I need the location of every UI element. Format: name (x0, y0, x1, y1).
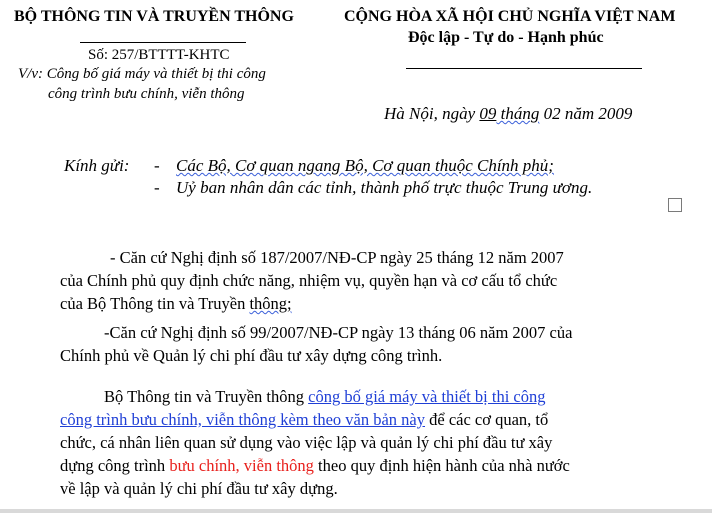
para1-line3 (60, 292, 292, 315)
motto-rule (406, 68, 642, 69)
ministry-name: BỘ THÔNG TIN VÀ TRUYỀN THÔNG (14, 8, 294, 25)
para1-line3-text: của Bộ Thông tin và Truyền (60, 294, 250, 313)
para1-line1: - Căn cứ Nghị định số 187/2007/NĐ-CP ngày 25 tháng 12 năm 2007 (110, 248, 564, 267)
date-rest: 02 năm 2009 (539, 104, 633, 123)
date-prefix: Hà Nội, ngày (384, 104, 480, 123)
para3-line4-rest: theo quy định hiện hành của nhà nước (313, 456, 570, 475)
ministry-rule (80, 42, 246, 43)
recipient-dash-1: - (154, 156, 160, 175)
document-number: Số: 257/BTTTT-KHTC (88, 47, 230, 63)
subject-line-1: V/v: Công bố giá máy và thiết bị thi công (18, 66, 266, 82)
para3-line1 (104, 385, 546, 408)
para1-line3-marked: thông; (249, 294, 292, 313)
para3-line5: về lập và quản lý chi phí đầu tư xây dựng. (60, 479, 338, 498)
para3-highlight: bưu chính, viễn thông (169, 456, 314, 475)
para3-line1-text: Bộ Thông tin và Truyền thông (104, 387, 309, 406)
para3-line2 (60, 408, 548, 431)
para3-line4 (60, 454, 570, 477)
subject-line-2: công trình bưu chính, viễn thông (48, 86, 245, 102)
republic-name: CỘNG HÒA XÃ HỘI CHỦ NGHĨA VIỆT NAM (344, 8, 676, 25)
para2-line2: Chính phủ về Quản lý chi phí đầu tư xây dựng công trình. (60, 346, 443, 365)
page-bottom-edge (0, 509, 712, 513)
recipient-item-1-text: Các Bộ, Cơ quan ngang Bộ, Cơ quan thuộc Chính phủ; (176, 156, 554, 175)
date-day: 09 (479, 104, 497, 123)
form-checkbox[interactable] (668, 198, 682, 212)
para3-line3: chức, cá nhân liên quan sử dụng vào việc lập và quản lý chi phí đầu tư xây (60, 433, 553, 452)
recipient-item-1 (176, 156, 554, 176)
issue-date (384, 104, 632, 124)
recipient-dash-2: - (154, 178, 160, 197)
para3-line4-text: dựng công trình (60, 456, 170, 475)
date-month-word: tháng (496, 104, 540, 123)
national-motto: Độc lập - Tự do - Hạnh phúc (408, 29, 604, 46)
para3-link-part1[interactable]: công bố giá máy và thiết bị thi công (308, 387, 546, 406)
para3-line2-text: để các cơ quan, tổ (425, 410, 549, 429)
para2-line1: -Căn cứ Nghị định số 99/2007/NĐ-CP ngày 13 tháng 06 năm 2007 của (104, 323, 573, 342)
para1-line2: của Chính phủ quy định chức năng, nhiệm vụ, quyền hạn và cơ cấu tổ chức (60, 271, 558, 290)
recipient-item-2: Uỷ ban nhân dân các tỉnh, thành phố trực thuộc Trung ương. (176, 178, 593, 197)
recipients-label: Kính gửi: (64, 156, 130, 175)
para3-link-part2[interactable]: công trình bưu chính, viễn thông kèm theo văn bản này (60, 410, 425, 429)
